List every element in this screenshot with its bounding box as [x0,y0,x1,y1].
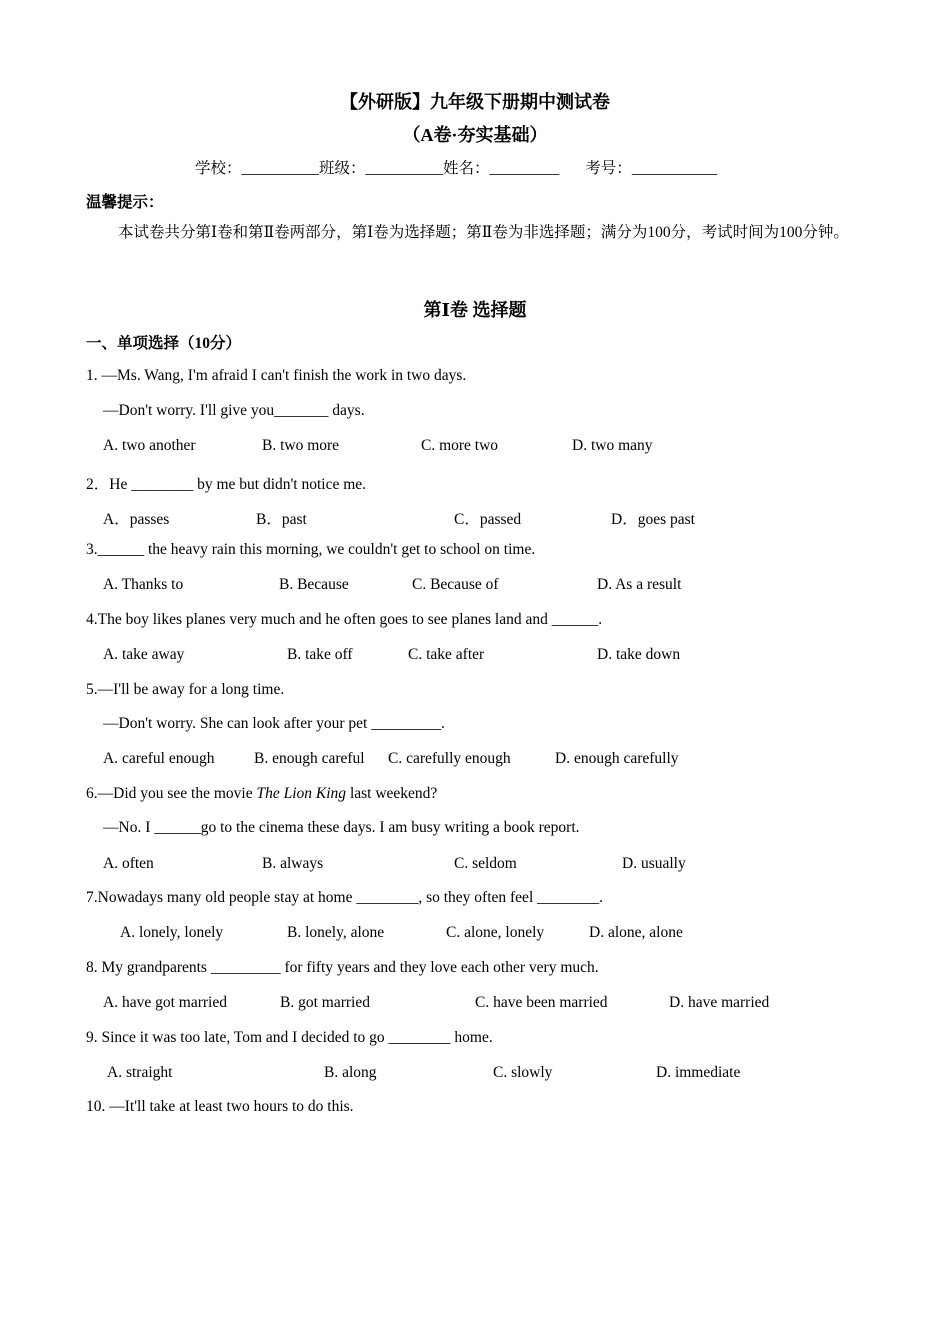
question-6-option-a[interactable]: A. often [103,855,154,872]
question-7-option-b[interactable]: B. lonely, alone [287,924,385,941]
question-3-option-c[interactable]: C. Because of [412,576,499,593]
question-7-option-c[interactable]: C. alone, lonely [446,924,545,941]
question-7-option-a[interactable]: A. lonely, lonely [120,924,224,941]
part-title: 第Ⅰ卷 选择题 [423,300,527,320]
question-8-option-b[interactable]: B. got married [280,994,370,1011]
question-2-option-c[interactable]: C．passed [454,511,522,528]
exam-number-blank: ___________ [631,160,718,177]
class-blank: __________ [365,160,444,177]
question-5-reply: —Don't worry. She can look after your pet _________. [103,715,445,732]
question-2-stem: 2．He ________ by me but didn't notice me. [86,476,367,493]
question-9-stem: 9. Since it was too late, Tom and I decided to go ________ home. [86,1029,493,1046]
question-3-stem: 3.______ the heavy rain this morning, we couldn't get to school on time. [86,541,536,558]
exam-number-label: 考号： [585,160,632,177]
question-5-option-d[interactable]: D. enough carefully [555,750,679,767]
question-9-option-d[interactable]: D. immediate [656,1064,741,1081]
question-1-option-c[interactable]: C. more two [421,437,499,454]
question-8-stem: 8. My grandparents _________ for fifty years and they love each other very much. [86,959,599,976]
question-6-option-b[interactable]: B. always [262,855,324,872]
page-title: 【外研版】九年级下册期中测试卷 [340,92,610,112]
question-8-option-c[interactable]: C. have been married [475,994,608,1011]
question-9-option-b[interactable]: B. along [324,1064,377,1081]
question-2-option-b[interactable]: B．past [256,511,307,528]
name-blank: _________ [489,160,560,177]
movie-title: The Lion King [256,785,347,802]
name-label: 姓名： [443,160,490,177]
question-6-stem [86,785,437,803]
school-blank: __________ [241,160,320,177]
question-6-option-d[interactable]: D. usually [622,855,686,872]
question-5-stem: 5.—I'll be away for a long time. [86,681,285,698]
question-6-stem-pre: 6.—Did you see the movie [86,785,257,802]
question-8-option-a[interactable]: A. have got married [103,994,227,1011]
question-4-stem: 4.The boy likes planes very much and he often goes to see planes land and ______. [86,611,603,628]
question-9-option-c[interactable]: C. slowly [493,1064,553,1081]
question-8-option-d[interactable]: D. have married [669,994,770,1011]
question-4-option-c[interactable]: C. take after [408,646,485,663]
question-7-option-d[interactable]: D. alone, alone [589,924,683,941]
question-6-stem-post: last weekend? [346,785,438,802]
question-1-reply: —Don't worry. I'll give you_______ days. [103,402,365,419]
question-4-option-b[interactable]: B. take off [287,646,353,663]
question-2-option-a[interactable]: A．passes [103,511,170,528]
student-info-line [195,156,717,178]
page-subtitle: （A卷·夯实基础） [402,125,548,145]
question-1-option-d[interactable]: D. two many [572,437,653,454]
school-label: 学校： [195,160,242,177]
question-1-option-a[interactable]: A. two another [103,437,196,454]
notice-body: 本试卷共分第Ⅰ卷和第Ⅱ卷两部分，第Ⅰ卷为选择题；第Ⅱ卷为非选择题；满分为100分，考试时间为100分钟。 [118,224,849,241]
question-5-option-a[interactable]: A. careful enough [103,750,215,767]
question-4-option-d[interactable]: D. take down [597,646,681,663]
question-4-option-a[interactable]: A. take away [103,646,185,663]
question-6-option-c[interactable]: C. seldom [454,855,517,872]
question-6-reply: —No. I ______go to the cinema these days. I am busy writing a book report. [103,819,580,836]
question-2-option-d[interactable]: D．goes past [611,511,695,528]
question-3-option-d[interactable]: D. As a result [597,576,682,593]
question-3-option-b[interactable]: B. Because [279,576,349,593]
question-3-option-a[interactable]: A. Thanks to [103,576,184,593]
question-10-stem: 10. —It'll take at least two hours to do this. [86,1098,354,1115]
section-heading: 一、单项选择（10分） [86,335,242,352]
class-label: 班级： [319,160,366,177]
question-7-stem: 7.Nowadays many old people stay at home ________, so they often feel ________. [86,889,603,906]
question-1-option-b[interactable]: B. two more [262,437,340,454]
question-1-stem: 1. —Ms. Wang, I'm afraid I can't finish the work in two days. [86,367,467,384]
question-9-option-a[interactable]: A. straight [107,1064,173,1081]
question-5-option-b[interactable]: B. enough careful [254,750,365,767]
question-5-option-c[interactable]: C. carefully enough [388,750,511,767]
notice-heading: 温馨提示： [86,194,164,211]
